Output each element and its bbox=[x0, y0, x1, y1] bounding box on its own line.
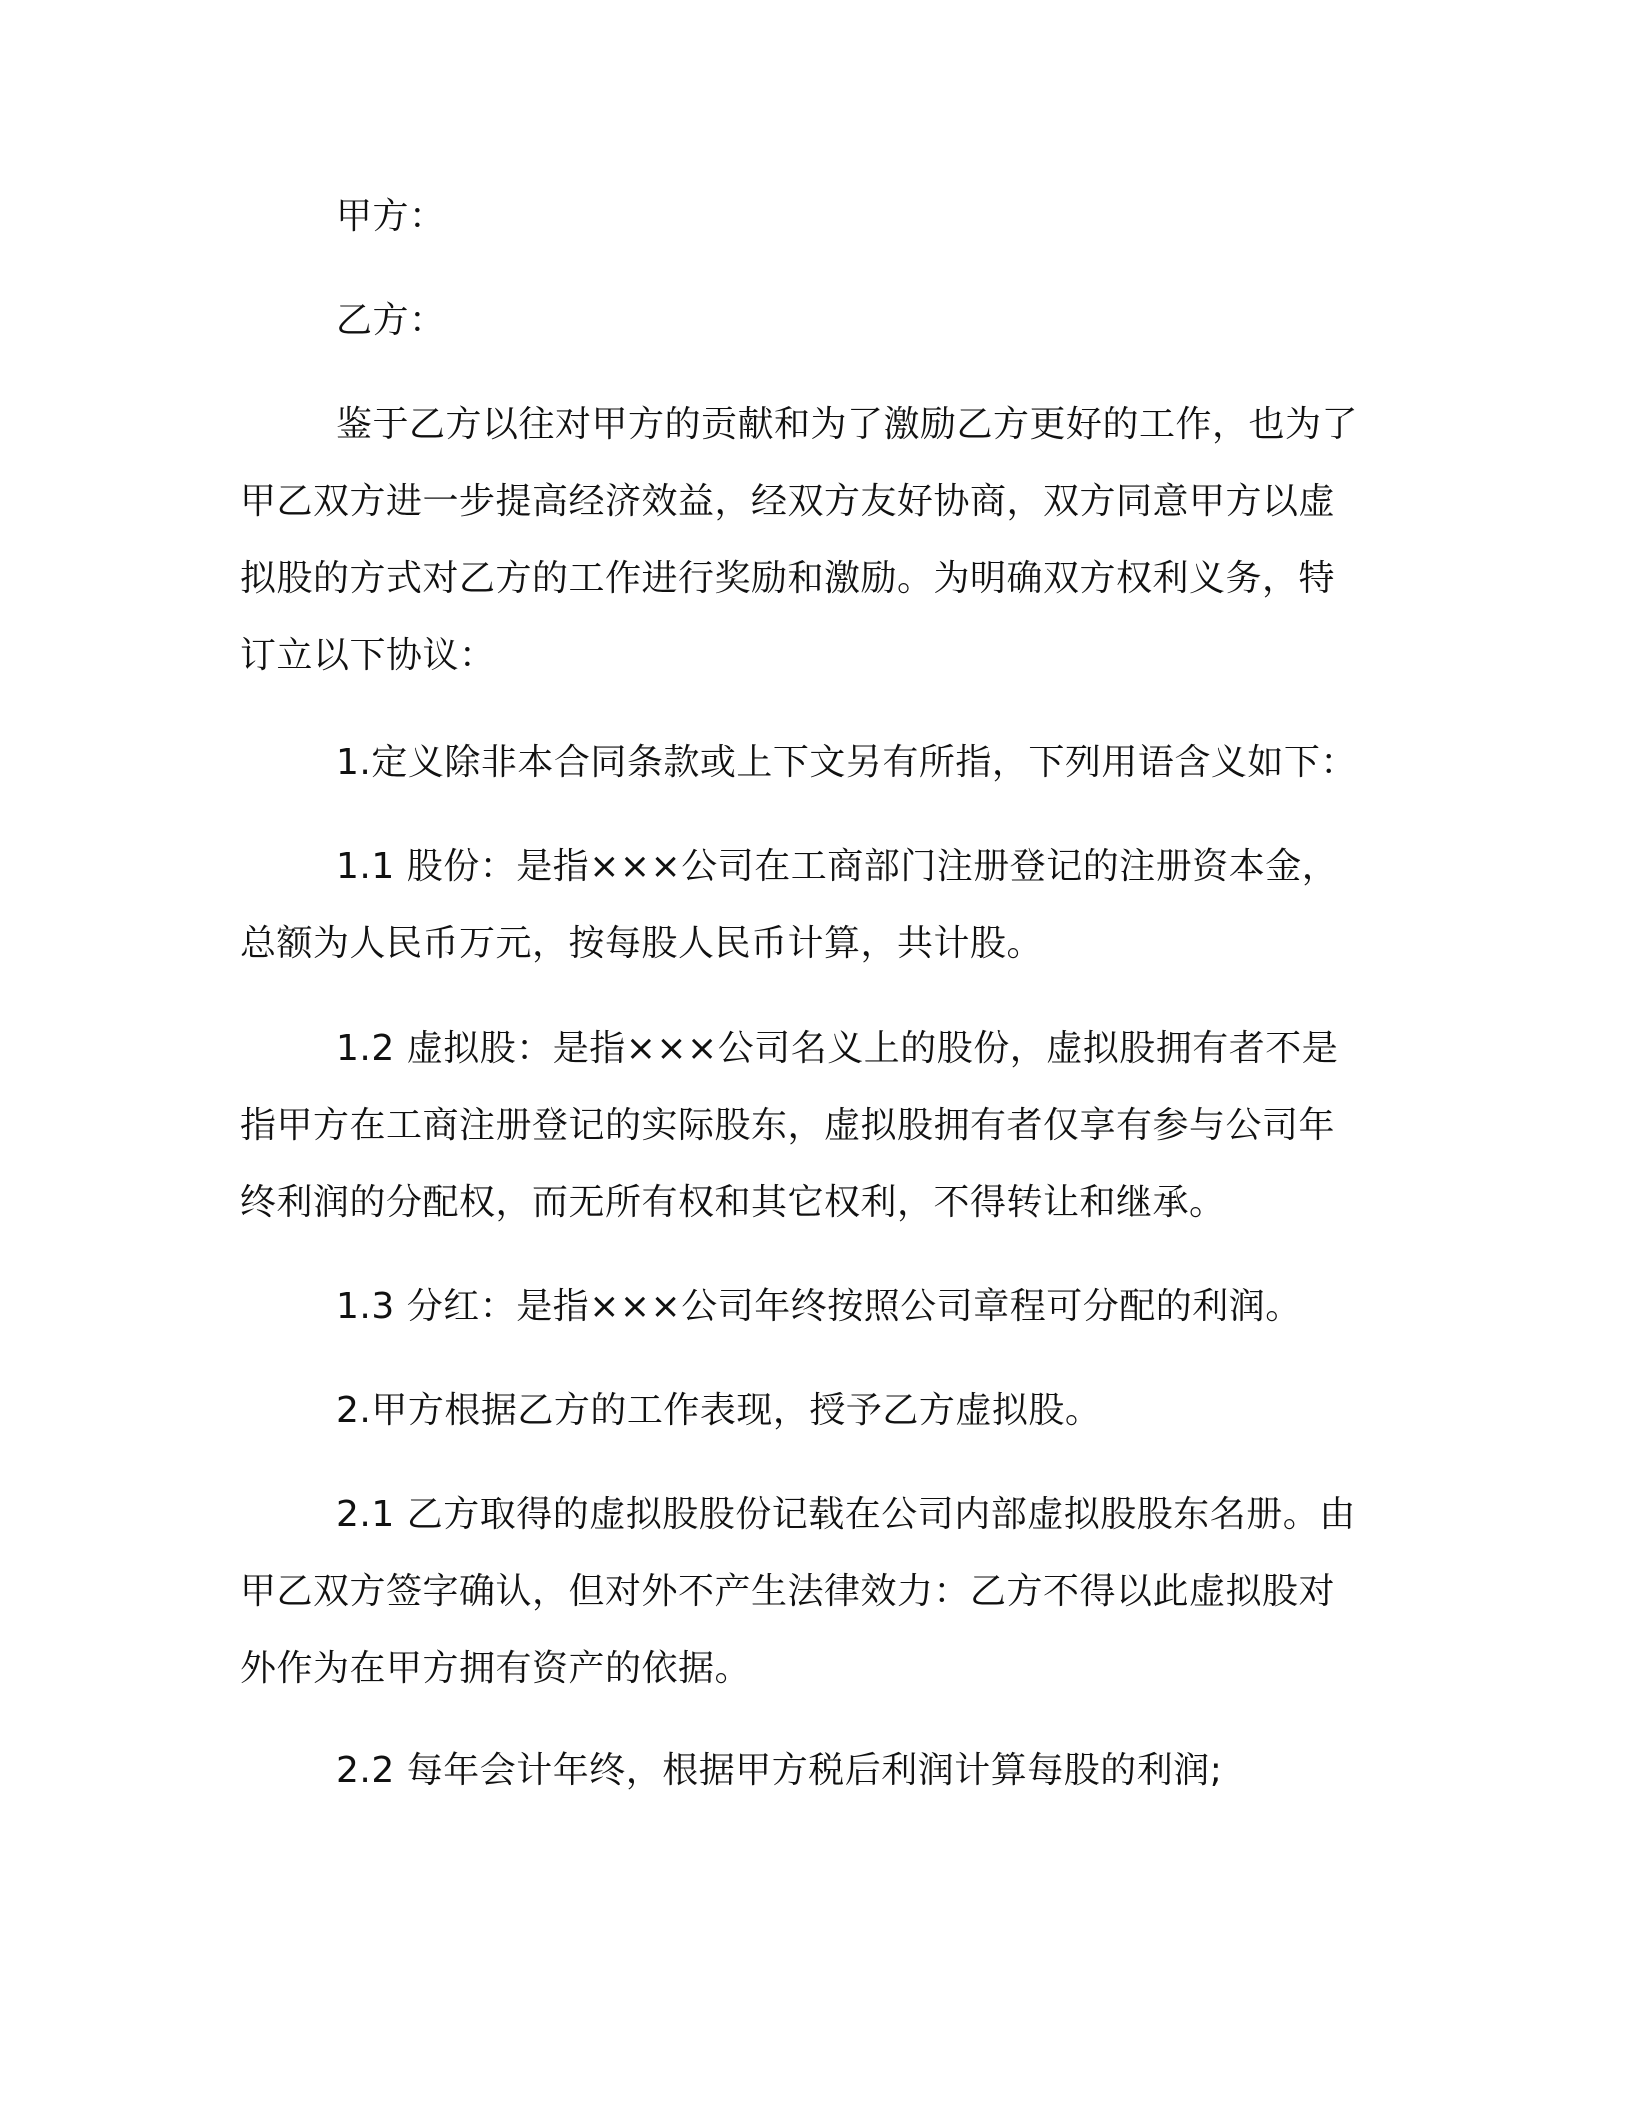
clause-2-1-line: 外作为在甲方拥有资产的依据。 bbox=[240, 1648, 752, 1689]
clause-2-paragraph bbox=[240, 1372, 1380, 1449]
clause-1-1-paragraph bbox=[240, 828, 1380, 982]
preamble-paragraph bbox=[240, 386, 1380, 694]
clause-1-3-paragraph bbox=[240, 1268, 1380, 1345]
preamble-line: 拟股的方式对乙方的工作进行奖励和激励。为明确双方权利义务，特 bbox=[240, 558, 1336, 599]
clause-1-2-line: 指甲方在工商注册登记的实际股东，虚拟股拥有者仅享有参与公司年 bbox=[240, 1105, 1336, 1146]
preamble-line: 订立以下协议： bbox=[240, 635, 496, 676]
clause-2-text: 2.甲方根据乙方的工作表现，授予乙方虚拟股。 bbox=[336, 1390, 1102, 1431]
party-b-line bbox=[240, 282, 1380, 359]
clause-2-2-text: 2.2 每年会计年终，根据甲方税后利润计算每股的利润; bbox=[336, 1750, 1223, 1791]
clause-1-1-line: 1.1 股份：是指×××公司在工商部门注册登记的注册资本金， bbox=[336, 846, 1339, 887]
clause-1-3-text: 1.3 分红：是指×××公司年终按照公司章程可分配的利润。 bbox=[336, 1286, 1302, 1327]
clause-2-2-paragraph bbox=[240, 1732, 1380, 1809]
clause-1-2-line: 终利润的分配权，而无所有权和其它权利，不得转让和继承。 bbox=[240, 1182, 1226, 1223]
clause-1-paragraph bbox=[240, 724, 1380, 801]
clause-1-text: 1.定义除非本合同条款或上下文另有所指，下列用语含义如下： bbox=[336, 742, 1357, 783]
party-a-label: 甲方： bbox=[336, 196, 446, 237]
clause-2-1-paragraph bbox=[240, 1476, 1380, 1707]
clause-1-1-line: 总额为人民币万元，按每股人民币计算，共计股。 bbox=[240, 923, 1044, 964]
party-b-label: 乙方： bbox=[336, 300, 446, 341]
clause-2-1-line: 2.1 乙方取得的虚拟股股份记载在公司内部虚拟股股东名册。由 bbox=[336, 1494, 1356, 1535]
clause-1-2-paragraph bbox=[240, 1010, 1380, 1241]
preamble-line: 鉴于乙方以往对甲方的贡献和为了激励乙方更好的工作，也为了 bbox=[336, 404, 1359, 445]
clause-2-1-line: 甲乙双方签字确认，但对外不产生法律效力：乙方不得以此虚拟股对 bbox=[240, 1571, 1336, 1612]
preamble-line: 甲乙双方进一步提高经济效益，经双方友好协商，双方同意甲方以虚 bbox=[240, 481, 1336, 522]
party-a-line bbox=[240, 178, 1380, 255]
clause-1-2-line: 1.2 虚拟股：是指×××公司名义上的股份，虚拟股拥有者不是 bbox=[336, 1028, 1339, 1069]
